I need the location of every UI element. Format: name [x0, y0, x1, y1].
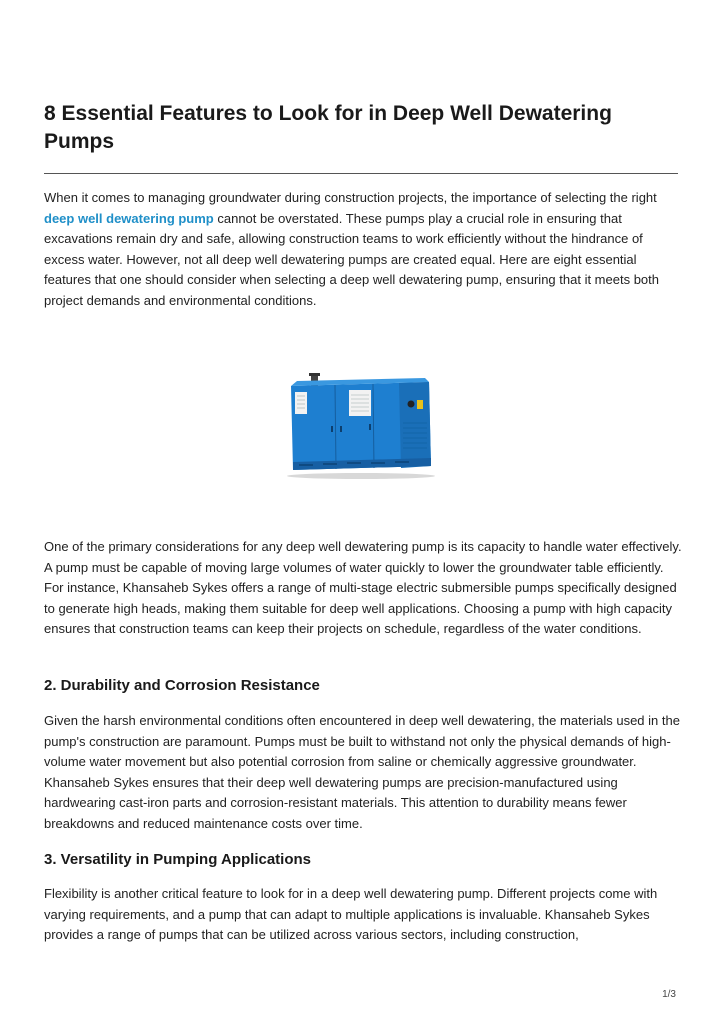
title-divider	[44, 173, 678, 174]
section-1-paragraph: One of the primary considerations for any deep well dewatering pump is its capacity to handle water effectively. A pump must be capable of moving large volumes of water quickly to lower the groundwater table efficiently. For instance, Khansaheb Sykes offers a range of multi-stage electric submersible pumps specifically designed to generate high heads, making them suitable for deep well applications. Choosing a pump with high capacity ensures that construction teams can keep their projects on schedule, regardless of the water conditions.	[44, 539, 682, 637]
intro-text-start: When it comes to managing groundwater during construction projects, the importance of selecting the right	[44, 190, 657, 205]
page-number: 1/3	[662, 989, 676, 1000]
deep-well-dewatering-pump-link[interactable]: deep well dewatering pump	[44, 210, 214, 226]
intro-text-end: cannot be overstated. These pumps play a crucial role in ensuring that excavations remain dry and safe, allowing construction teams to work efficiently without the hindrance of excess water. However, not all deep well dewatering pumps are created equal. Here are eight essential features that one should consider when selecting a deep well dewatering pump, ensuring that it meets both project demands and environmental conditions.	[44, 210, 659, 308]
section-2-heading: 2. Durability and Corrosion Resistance	[44, 677, 320, 694]
section-3-heading: 3. Versatility in Pumping Applications	[44, 851, 311, 868]
dewatering-pump-image	[283, 372, 437, 480]
intro-paragraph	[44, 188, 684, 312]
page-title: 8 Essential Features to Look for in Deep Well Dewatering Pumps	[44, 102, 612, 153]
section-3-paragraph: Flexibility is another critical feature to look for in a deep well dewatering pump. Different projects come with varying requirements, and a pump that can adapt to multiple applications is invaluable. Khansaheb Sykes provides a range of pumps that can be utilized across various sectors, including construction,	[44, 886, 658, 943]
section-2-paragraph: Given the harsh environmental conditions often encountered in deep well dewatering, the materials used in the pump's construction are paramount. Pumps must be built to withstand not only the physical demands of high-volume water movement but also potential corrosion from saline or chemically aggressive groundwater. Khansaheb Sykes ensures that their deep well dewatering pumps are precision-manufactured using hardwearing cast-iron parts and corrosion-resistant materials. This attention to durability means fewer breakdowns and reduced maintenance costs over time.	[44, 713, 680, 831]
